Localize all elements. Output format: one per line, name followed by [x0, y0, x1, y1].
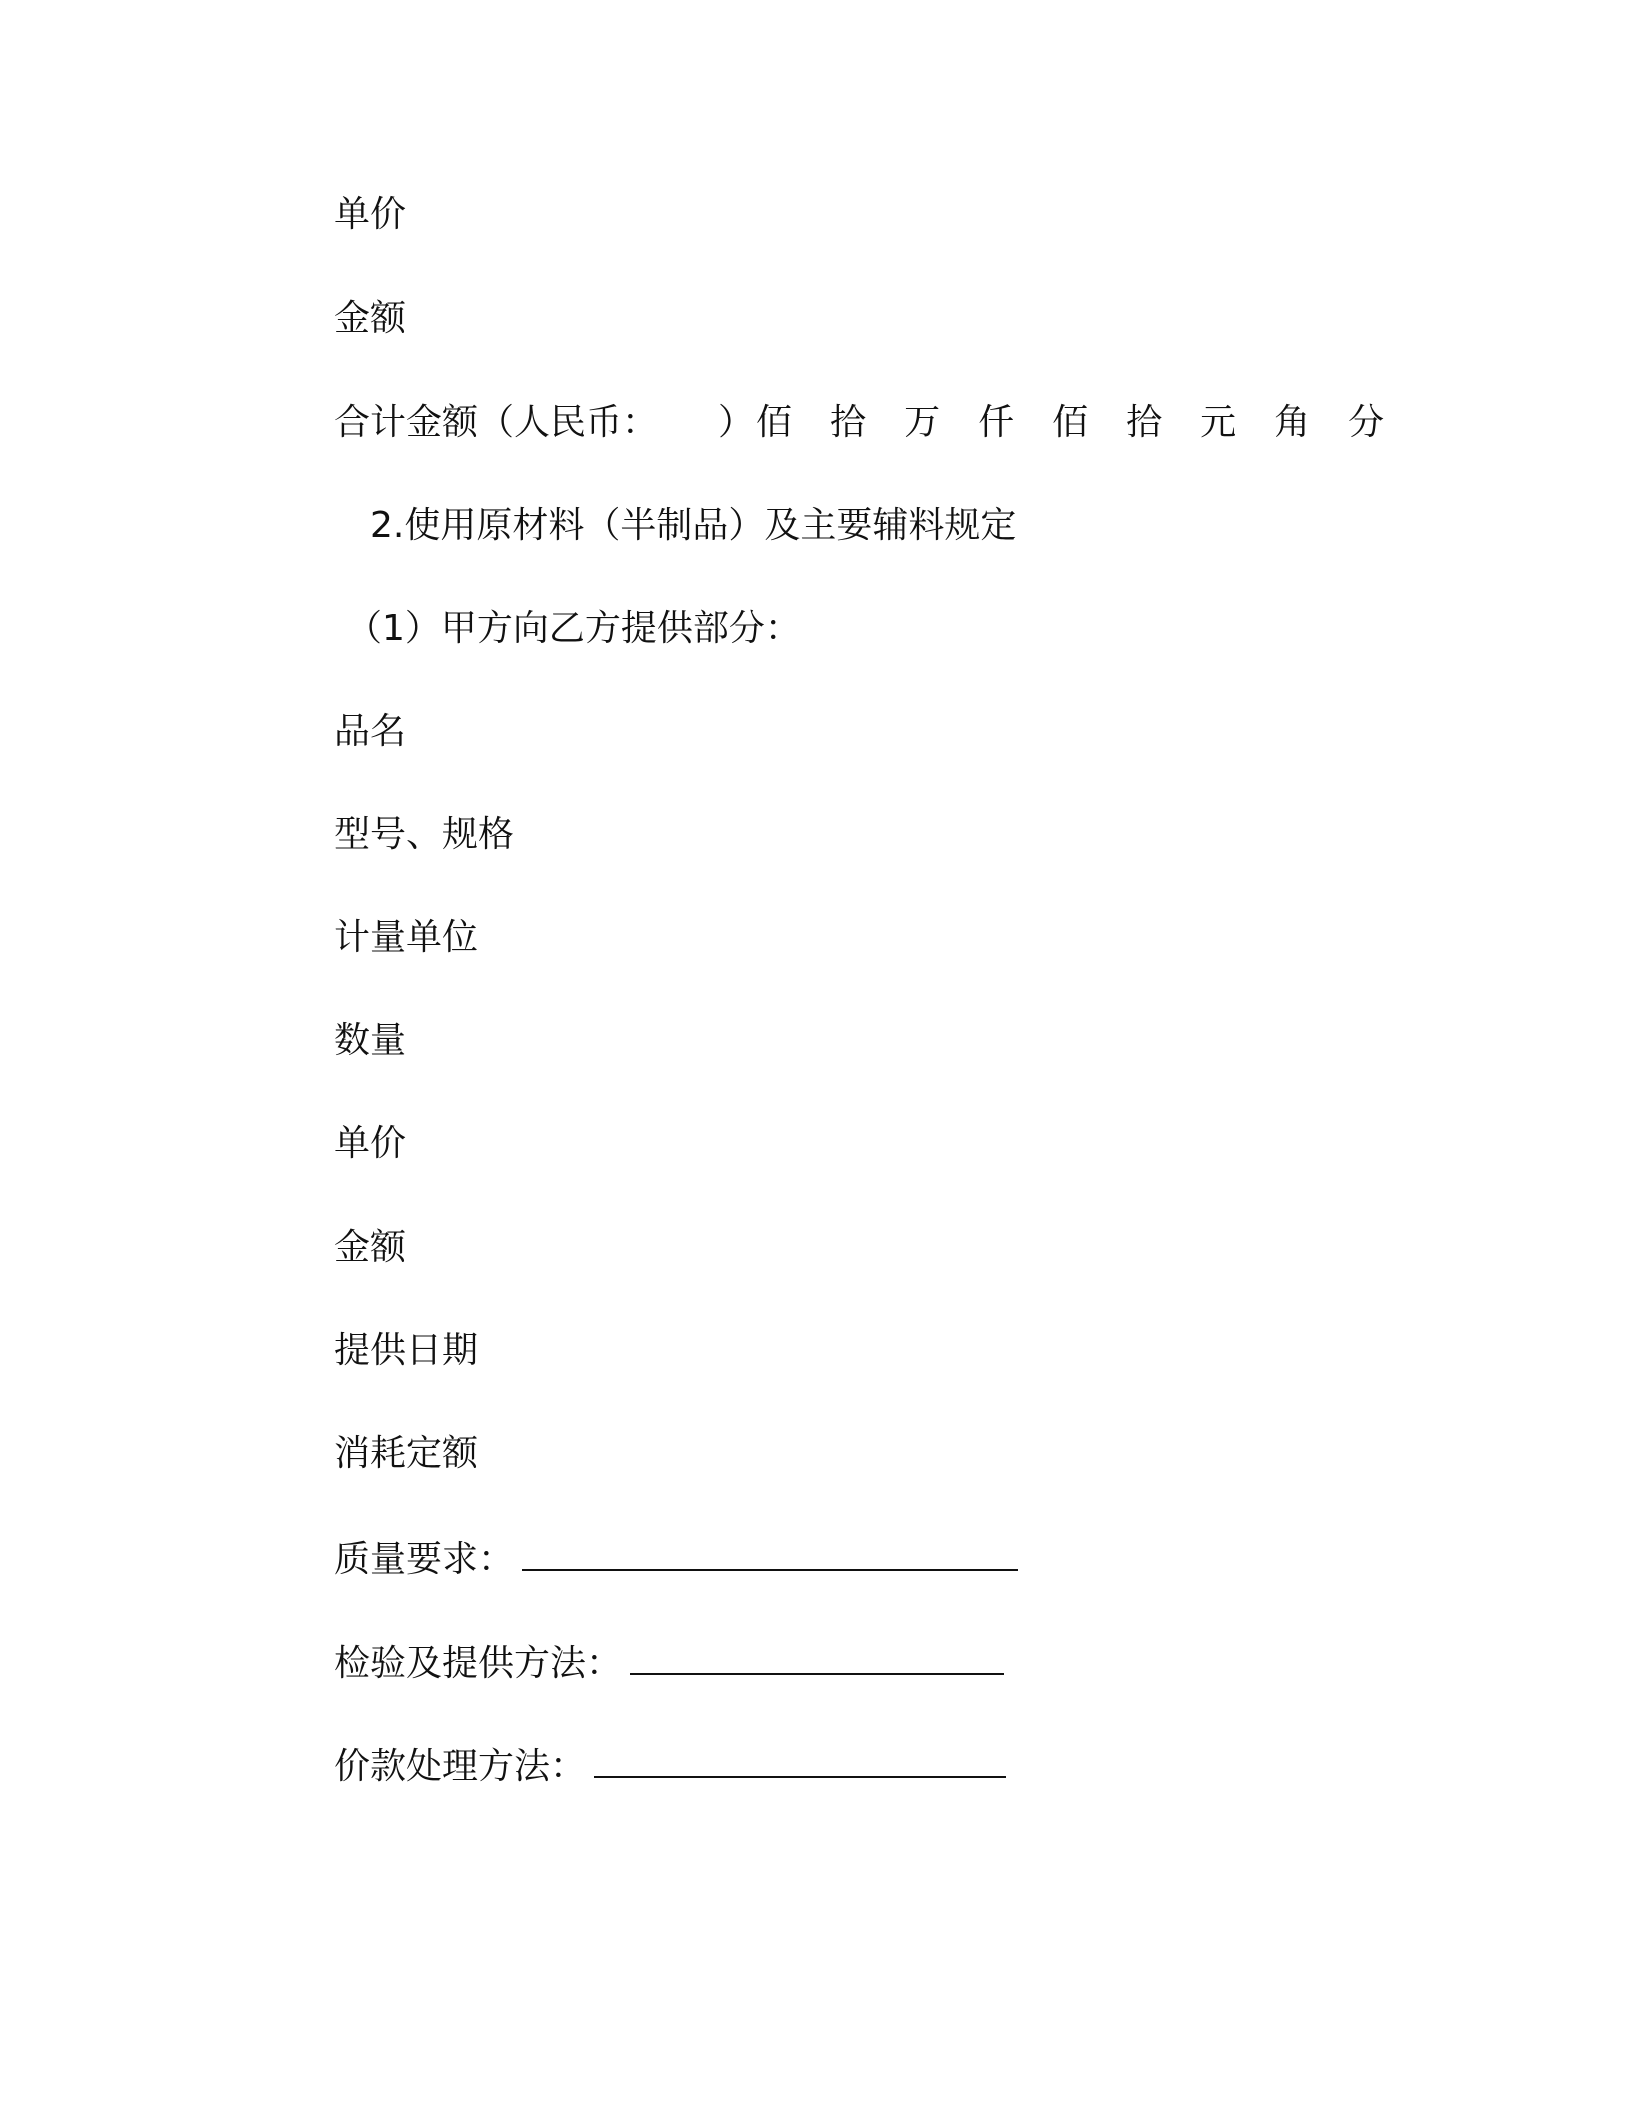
- consumption-quota-label: 消耗定额: [334, 1433, 479, 1474]
- quality-requirement-label: 质量要求：: [334, 1539, 515, 1580]
- unit-shi-2: 拾: [1126, 402, 1163, 443]
- inspection-method-blank[interactable]: [630, 1639, 1004, 1675]
- supply-date-label: 提供日期: [334, 1330, 479, 1371]
- unit-price-label-1: 单价: [334, 194, 407, 235]
- inspection-method-line: [334, 1639, 1004, 1683]
- measure-unit-label: 计量单位: [334, 917, 479, 958]
- quality-requirement-line: [334, 1535, 1018, 1579]
- total-amount-prefix: 合计金额（人民币：: [334, 402, 659, 443]
- section-2-heading: 2.使用原材料（半制品）及主要辅料规定: [370, 505, 1017, 546]
- unit-jiao: 角: [1274, 402, 1311, 443]
- unit-bai-2: 佰: [1052, 402, 1089, 443]
- unit-price-label-2: 单价: [334, 1123, 407, 1164]
- payment-method-line: [334, 1742, 1006, 1786]
- unit-qian: 仟: [978, 402, 1015, 443]
- subsection-1-heading: （1）甲方向乙方提供部分：: [346, 608, 801, 649]
- quantity-label: 数量: [334, 1020, 407, 1061]
- amount-label-2: 金额: [334, 1227, 407, 1268]
- product-name-label: 品名: [334, 711, 407, 752]
- payment-method-label: 价款处理方法：: [334, 1746, 587, 1787]
- unit-bai-1: 佰: [756, 402, 793, 443]
- unit-wan: 万: [904, 402, 941, 443]
- unit-yuan: 元: [1200, 402, 1237, 443]
- unit-shi-1: 拾: [830, 402, 867, 443]
- model-spec-label: 型号、规格: [334, 814, 515, 855]
- inspection-method-label: 检验及提供方法：: [334, 1643, 623, 1684]
- quality-requirement-blank[interactable]: [522, 1535, 1018, 1571]
- amount-label-1: 金额: [334, 298, 407, 339]
- unit-fen: 分: [1348, 402, 1385, 443]
- total-amount-close: ）: [718, 402, 755, 443]
- total-amount-line: [334, 401, 1384, 445]
- payment-method-blank[interactable]: [594, 1742, 1006, 1778]
